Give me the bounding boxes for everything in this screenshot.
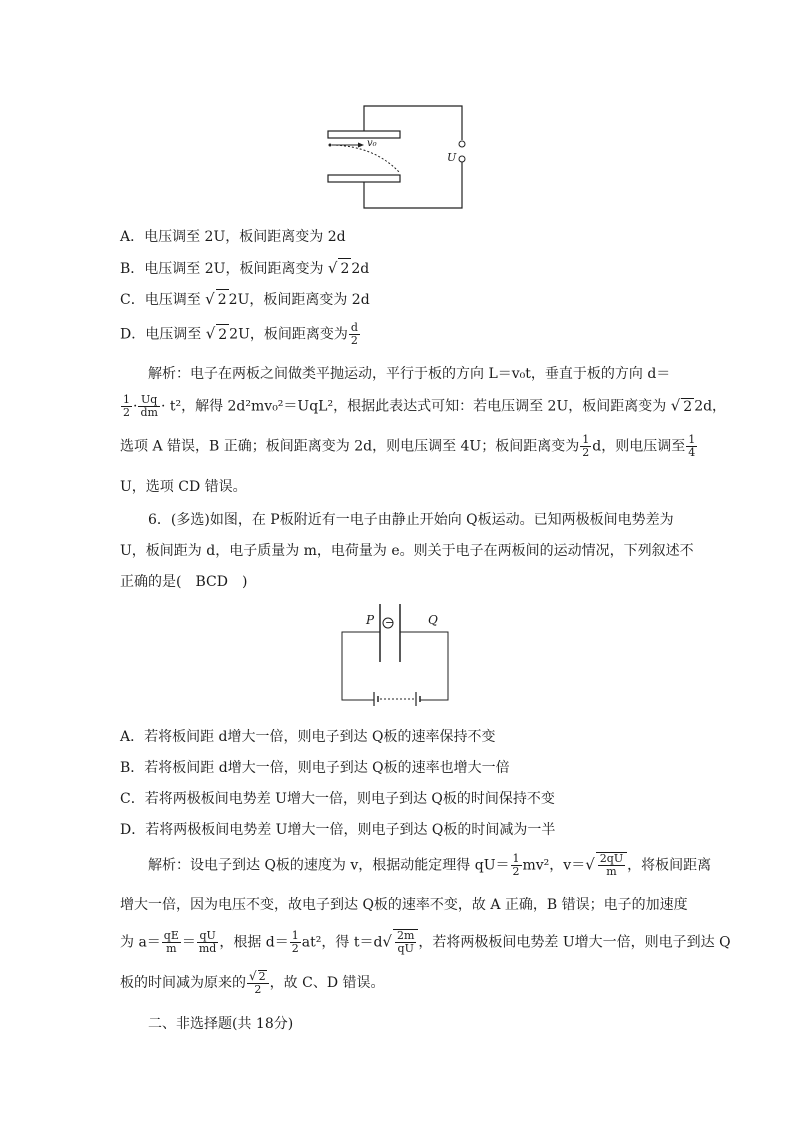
q6-option-a: A．若将板间距 d增大一倍，则电子到达 Q板的速率保持不变: [120, 729, 496, 745]
electron-sign: −: [385, 616, 395, 629]
voltage-label: U: [447, 151, 457, 164]
q5-option-c: C．电压调至 √ 2 2U，板间距离变为 2d: [120, 290, 370, 308]
v0-label: v₀: [367, 138, 377, 149]
q6-analysis-line1: 解析：设电子到达 Q板的速度为 v，根据动能定理得 qU＝ $\frac{1}{2}$ mv²，v＝√ $\frac{2qU}{m}$ ，将板间距离: [148, 852, 712, 878]
q6-stem-line3: 正确的是( BCD ): [120, 574, 248, 590]
q6-stem-line1: 6．(多选)如图，在 P板附近有一电子由静止开始向 Q板运动。已知两极板间电势差为: [148, 512, 674, 528]
plate-q-label: Q: [428, 613, 438, 627]
plate-p-label: P: [366, 613, 375, 627]
q5-option-a: A．电压调至 2U，板间距离变为 2d: [120, 229, 346, 245]
q5-analysis-line3: 选项 A 错误，B 正确；板间距离变为 2d，则电压调至 4U；板间距离变为 $\frac{1}{2}$ d，则电压调至 $\frac{1}{4}$: [120, 433, 696, 459]
q6-option-b: B．若将板间距 d增大一倍，则电子到达 Q板的速率也增大一倍: [120, 760, 510, 776]
q6-option-d: D．若将两极板间电势差 U增大一倍，则电子到达 Q板的时间减为一半: [120, 822, 556, 838]
q5-option-d: D．电压调至 √ 2 2U，板间距离变为 $\frac{d}{2}$: [120, 321, 358, 347]
q5-analysis-line4: U，选项 CD 错误。: [120, 479, 247, 495]
q6-analysis-line2: 增大一倍，因为电压不变，故电子到达 Q板的速率不变，故 A 正确，B 错误；电子的加速度: [120, 897, 688, 913]
q6-option-c: C．若将两极板间电势差 U增大一倍，则电子到达 Q板的时间保持不变: [120, 791, 555, 807]
q6-analysis-line3: 为 a＝ $\frac{qE}{m}$ ＝ $\frac{qU}{md}$ ，根据 d＝ $\frac{1}{2}$ at²，得 t＝d√ $\frac{2m}{qU}$ ，若将两极板间电势差 U增大一倍，则电子到达 Q: [120, 929, 731, 955]
q5-option-b: B．电压调至 2U，板间距离变为 √ 2 2d: [120, 259, 370, 277]
q5-analysis-line1: 解析：电子在两板之间做类平抛运动，平行于板的方向 L＝v₀t，垂直于板的方向 d＝: [148, 366, 671, 382]
q6-analysis-line4: 板的时间减为原来的 $\frac{√ 2}{2}$ ，故 C、D 错误。: [120, 969, 385, 996]
q6-stem-line2: U，板间距为 d，电子质量为 m，电荷量为 e。则关于电子在两板间的运动情况，下列叙述不: [120, 543, 694, 559]
q5-analysis-line2: $\frac{1}{2}$ · $\frac{Uq}{dm}$ · t²，解得 2d²mv₀²＝UqL²，根据此表达式可知：若电压调至 2U，板间距离变为 √ 2 2d，: [123, 393, 727, 419]
section-heading: 二、非选择题(共 18分): [148, 1016, 294, 1032]
